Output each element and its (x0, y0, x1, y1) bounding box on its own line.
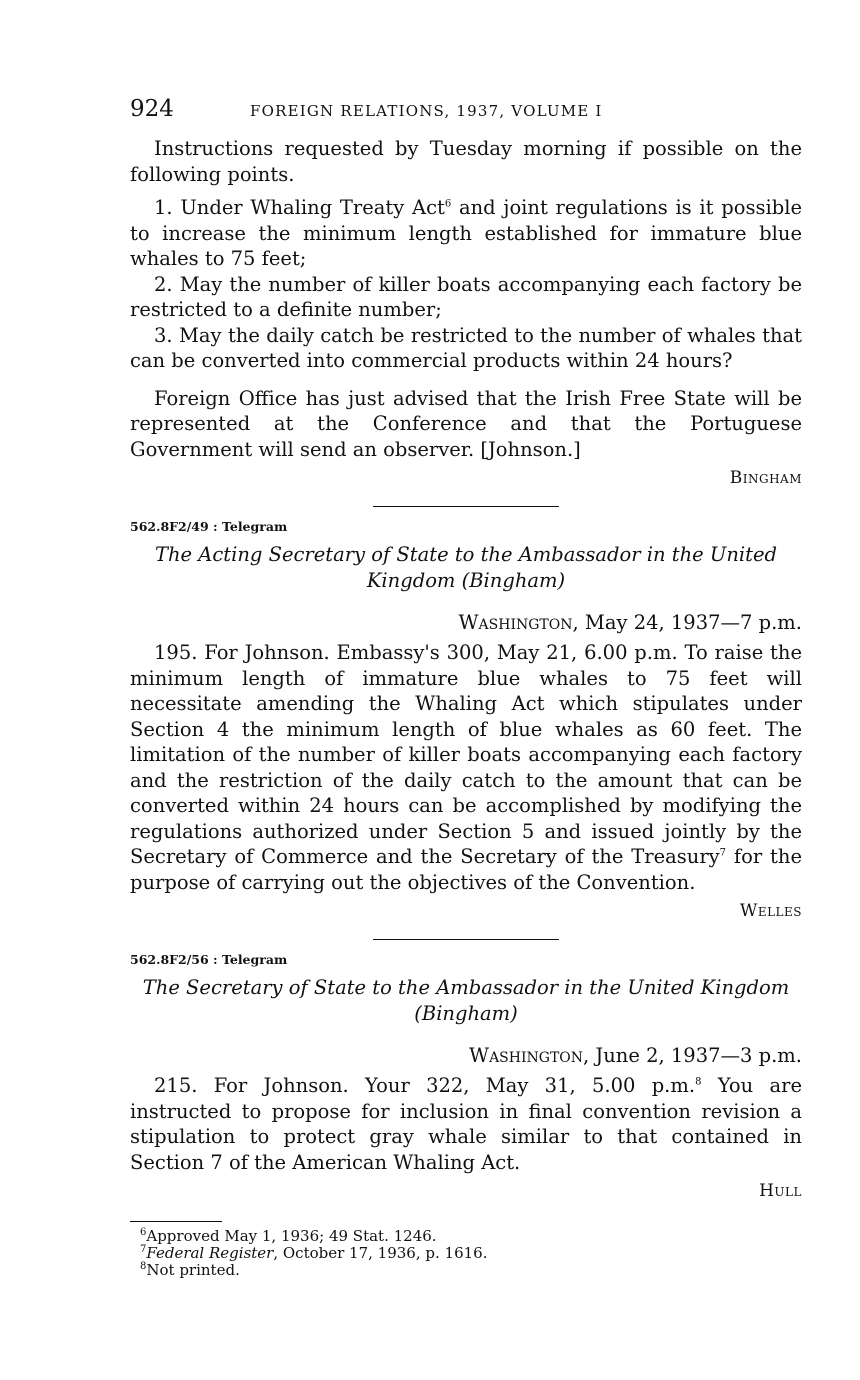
doc3-title: The Secretary of State to the Ambassador in the United Kingdom (Bingham) (142, 976, 790, 1025)
page-number: 924 (130, 96, 174, 122)
doc1-item-3: 3. May the daily catch be restricted to the number of whales that can be converted into commercial products within 24 hours? (130, 323, 802, 372)
footnote-ref: 6 (444, 198, 452, 210)
page-header (130, 96, 802, 136)
doc2-title: The Acting Secretary of State to the Ambassador in the United Kingdom (Bingham) (154, 543, 778, 592)
footnote: $^7$Federal Register, October 17, 1936, p. 1616. (140, 1244, 488, 1262)
doc1-items (130, 195, 802, 374)
doc3-file-ref: 562.8F2/56 : Telegram (130, 952, 288, 967)
doc1-item-2: 2. May the number of killer boats accompanying each factory be restricted to a definite number; (130, 272, 802, 321)
doc3-dateline: Washington, June 2, 1937—3 p.m. (469, 1044, 802, 1067)
section-divider (373, 506, 559, 507)
doc2-signature: Welles (739, 901, 802, 921)
doc2-file-ref: 562.8F2/49 : Telegram (130, 519, 288, 534)
doc2-body: 195. For Johnson. Embassy's 300, May 21, 6.00 p.m. To raise the minimum length of immature blue whales to 75 feet will necessitate amending the Whaling Act which stipulates under Section 4 the minimum length of blue whales as 60 feet. The limitation of the number of killer boats accompanying each factory and the restriction of the daily catch to the amount that can be converted within 24 hours can be accomplished by modifying the regulations authorized under Section 5 and issued jointly by the Secretary of Commerce and the Secretary of the Treasury$^7$ for the purpose of carrying out the objectives of the Convention. (130, 641, 802, 894)
footnote: $^6$Approved May 1, 1936; 49 Stat. 1246. (140, 1227, 437, 1245)
doc3-signature: Hull (759, 1181, 802, 1201)
document-page (130, 96, 802, 1279)
doc1-signature: Bingham (729, 468, 802, 488)
footnote-ref: 8 (695, 1076, 702, 1088)
footnote-ref: 7 (719, 847, 727, 859)
running-head: FOREIGN RELATIONS, 1937, VOLUME I (250, 102, 603, 120)
footnotes (130, 1228, 802, 1279)
footnote: $^8$Not printed. (140, 1261, 240, 1279)
doc2-dateline: Washington, May 24, 1937—7 p.m. (458, 611, 802, 634)
doc3-body: 215. For Johnson. Your 322, May 31, 5.00 p.m.$^8$ You are instructed to propose for inclusion in final convention revision a stipulation to protect gray whale similar to that contained in Section 7 of the American Whaling Act. (130, 1074, 802, 1174)
doc1-item-1: 1. Under Whaling Treaty Act$^6$ and joint regulations is it possible to increase the minimum length established for immature blue whales to 75 feet; (130, 196, 802, 270)
doc1-closing: Foreign Office has just advised that the Irish Free State will be represented at the Conference and that the Portuguese Government will send an observer. [Johnson.] (130, 386, 802, 461)
footnote-divider (130, 1221, 222, 1222)
doc1-intro: Instructions requested by Tuesday morning if possible on the following points. (130, 137, 802, 186)
section-divider (373, 939, 559, 940)
